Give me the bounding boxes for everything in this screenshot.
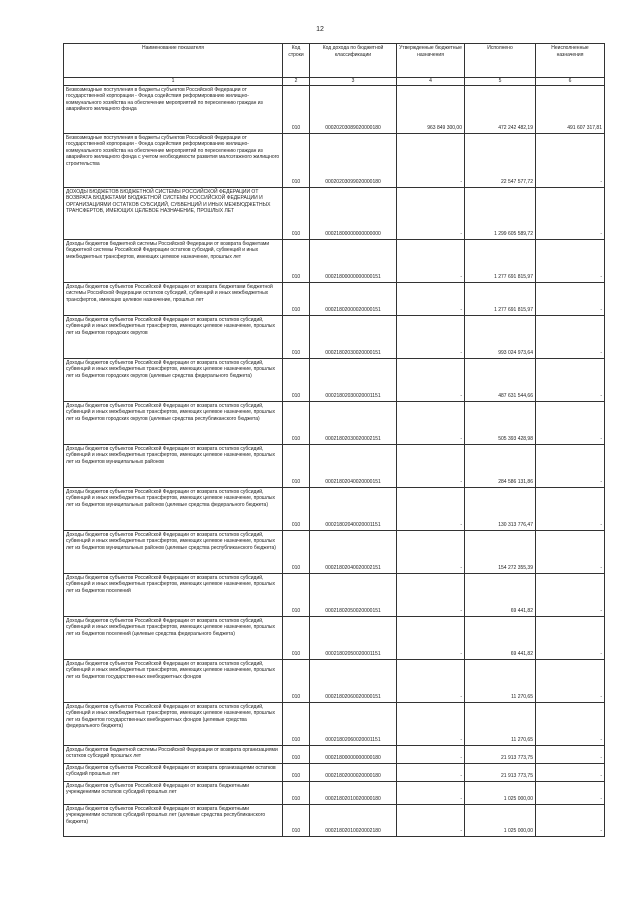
row-executed: 487 631 544,66	[465, 358, 536, 401]
row-budget-code: 00021800000000000180	[310, 745, 397, 763]
table-body	[64, 85, 605, 836]
table-row	[64, 401, 605, 444]
table-row	[64, 530, 605, 573]
column-number: 6	[536, 78, 605, 86]
table-row	[64, 745, 605, 763]
row-line-code: 010	[283, 282, 310, 315]
income-report-table	[63, 43, 605, 837]
column-numbers-row	[64, 78, 605, 86]
row-budget-code: 00021802060020001151	[310, 702, 397, 745]
row-budget-code: 00021802040020001151	[310, 487, 397, 530]
row-executed: 69 441,82	[465, 616, 536, 659]
row-executed: 154 272 355,39	[465, 530, 536, 573]
row-budget-code: 00021802040020002151	[310, 530, 397, 573]
row-budget-code: 00021802010020000180	[310, 781, 397, 804]
column-number: 4	[397, 78, 465, 86]
row-approved: -	[397, 659, 465, 702]
row-approved: -	[397, 444, 465, 487]
row-name: Доходы бюджетов субъектов Российской Федерации от возврата остатков субсидий, субвенций и иных межбюджетных трансфертов, имеющих целевое назначение, прошлых лет из бюджетов поселений	[64, 573, 283, 616]
row-line-code: 010	[283, 530, 310, 573]
row-line-code: 010	[283, 239, 310, 282]
row-executed: 1 277 691 815,97	[465, 282, 536, 315]
table-row	[64, 763, 605, 781]
table-row	[64, 315, 605, 358]
row-executed: 1 299 605 589,72	[465, 187, 536, 239]
row-budget-code: 00021802030020001151	[310, 358, 397, 401]
table-row	[64, 133, 605, 187]
row-unexecuted: -	[536, 487, 605, 530]
row-unexecuted: -	[536, 187, 605, 239]
row-executed: 284 586 131,86	[465, 444, 536, 487]
row-unexecuted: -	[536, 401, 605, 444]
table-row	[64, 616, 605, 659]
row-unexecuted: -	[536, 315, 605, 358]
row-line-code: 010	[283, 702, 310, 745]
table-row	[64, 282, 605, 315]
row-budget-code: 00020203099020000180	[310, 133, 397, 187]
table-row	[64, 702, 605, 745]
table-row	[64, 358, 605, 401]
row-executed: 472 242 482,19	[465, 85, 536, 133]
row-budget-code: 00020203089020000180	[310, 85, 397, 133]
row-name: Доходы бюджетов субъектов Российской Федерации от возврата бюджетными учреждениями остатков субсидий прошлых лет (целевые средства республиканского бюджета)	[64, 804, 283, 836]
row-line-code: 010	[283, 763, 310, 781]
row-approved: -	[397, 530, 465, 573]
row-name: Доходы бюджетов субъектов Российской Федерации от возврата остатков субсидий, субвенций и иных межбюджетных трансфертов, имеющих целевое назначение, прошлых лет из бюджетов городских округов (целевые средства республиканского бюджета)	[64, 401, 283, 444]
row-approved: -	[397, 239, 465, 282]
row-line-code: 010	[283, 358, 310, 401]
row-budget-code: 00021802030020000151	[310, 315, 397, 358]
row-unexecuted: -	[536, 763, 605, 781]
row-unexecuted: -	[536, 659, 605, 702]
row-unexecuted: -	[536, 573, 605, 616]
row-approved: -	[397, 702, 465, 745]
row-unexecuted: 491 607 317,81	[536, 85, 605, 133]
row-name: ДОХОДЫ БЮДЖЕТОВ БЮДЖЕТНОЙ СИСТЕМЫ РОССИЙСКОЙ ФЕДЕРАЦИИ ОТ ВОЗВРАТА БЮДЖЕТАМИ БЮДЖЕТНОЙ СИСТЕМЫ РОССИЙСКОЙ ФЕДЕРАЦИИ И ОРГАНИЗАЦИЯМИ ОСТАТКОВ СУБСИДИЙ, СУБВЕНЦИЙ И ИНЫХ МЕЖБЮДЖЕТНЫХ ТРАНСФЕРТОВ, ИМЕЮЩИХ ЦЕЛЕВОЕ НАЗНАЧЕНИЕ, ПРОШЛЫХ ЛЕТ	[64, 187, 283, 239]
column-number: 5	[465, 78, 536, 86]
row-name: Доходы бюджетов субъектов Российской Федерации от возврата бюджетами бюджетной системы Российской Федерации остатков субсидий, субвенций и иных межбюджетных трансфертов, имеющих целевое назначение, прошлых лет	[64, 282, 283, 315]
row-executed: 21 913 773,75	[465, 763, 536, 781]
row-approved: -	[397, 133, 465, 187]
row-unexecuted: -	[536, 745, 605, 763]
row-budget-code: 00021802050020001151	[310, 616, 397, 659]
row-budget-code: 00021802000020000151	[310, 282, 397, 315]
row-name: Безвозмездные поступления в бюджеты субъектов Российской Федерации от государственной корпорации - Фонда содействия реформированию жилищно-коммунального хозяйства на обеспечение мероприятий по переселению граждан из аварийного жилищного фонда с учетом необходимости развития малоэтажного жилищного строительства	[64, 133, 283, 187]
row-line-code: 010	[283, 573, 310, 616]
row-budget-code: 00021800000000000000	[310, 187, 397, 239]
table-row	[64, 573, 605, 616]
table-row	[64, 239, 605, 282]
table-row	[64, 85, 605, 133]
row-unexecuted: -	[536, 702, 605, 745]
row-name: Доходы бюджетов субъектов Российской Федерации от возврата остатков субсидий, субвенций и иных межбюджетных трансфертов, имеющих целевое назначение, прошлых лет из бюджетов городских округов (целевые средства федерального бюджета)	[64, 358, 283, 401]
row-unexecuted: -	[536, 530, 605, 573]
row-budget-code: 00021802000020000180	[310, 763, 397, 781]
row-line-code: 010	[283, 616, 310, 659]
table-row	[64, 804, 605, 836]
row-executed: 1 025 000,00	[465, 781, 536, 804]
row-approved: -	[397, 315, 465, 358]
row-approved: -	[397, 616, 465, 659]
row-approved: -	[397, 282, 465, 315]
column-number: 2	[283, 78, 310, 86]
header-indicator-name: Наименование показателя	[64, 44, 283, 78]
row-name: Доходы бюджетов субъектов Российской Федерации от возврата остатков субсидий, субвенций и иных межбюджетных трансфертов, имеющих целевое назначение, прошлых лет из бюджетов государственных внебюджетных фондов	[64, 659, 283, 702]
header-approved: Утвержденные бюджетные назначения	[397, 44, 465, 78]
row-unexecuted: -	[536, 133, 605, 187]
row-approved: -	[397, 401, 465, 444]
row-executed: 11 270,65	[465, 659, 536, 702]
row-budget-code: 00021802030020002151	[310, 401, 397, 444]
row-executed: 69 441,82	[465, 573, 536, 616]
row-line-code: 010	[283, 659, 310, 702]
row-name: Доходы бюджетов субъектов Российской Федерации от возврата остатков субсидий, субвенций и иных межбюджетных трансфертов, имеющих целевое назначение, прошлых лет из бюджетов городских округов	[64, 315, 283, 358]
row-name: Доходы бюджетов субъектов Российской Федерации от возврата остатков субсидий, субвенций и иных межбюджетных трансфертов, имеющих целевое назначение, прошлых лет из бюджетов муниципальных районов	[64, 444, 283, 487]
row-unexecuted: -	[536, 616, 605, 659]
row-line-code: 010	[283, 781, 310, 804]
row-name: Доходы бюджетов субъектов Российской Федерации от возврата остатков субсидий, субвенций и иных межбюджетных трансфертов, имеющих целевое назначение, прошлых лет из бюджетов государственных внебюджетных фондов (целевые средства федерального бюджета)	[64, 702, 283, 745]
header-row	[64, 44, 605, 78]
row-line-code: 010	[283, 133, 310, 187]
row-budget-code: 00021802010020002180	[310, 804, 397, 836]
row-budget-code: 00021802060020000151	[310, 659, 397, 702]
header-unexecuted: Неисполненные назначения	[536, 44, 605, 78]
row-executed: 11 270,65	[465, 702, 536, 745]
table-row	[64, 781, 605, 804]
row-line-code: 010	[283, 315, 310, 358]
row-name: Доходы бюджетов бюджетной системы Российской Федерации от возврата организациями остатков субсидий прошлых лет	[64, 745, 283, 763]
row-line-code: 010	[283, 85, 310, 133]
row-line-code: 010	[283, 745, 310, 763]
table-row	[64, 487, 605, 530]
row-line-code: 010	[283, 444, 310, 487]
column-number: 3	[310, 78, 397, 86]
row-budget-code: 00021802050020000151	[310, 573, 397, 616]
row-unexecuted: -	[536, 282, 605, 315]
row-unexecuted: -	[536, 358, 605, 401]
table-row	[64, 659, 605, 702]
row-line-code: 010	[283, 401, 310, 444]
row-executed: 21 913 773,75	[465, 745, 536, 763]
row-approved: -	[397, 781, 465, 804]
row-executed: 22 547 577,72	[465, 133, 536, 187]
row-name: Доходы бюджетов субъектов Российской Федерации от возврата организациями остатков субсидий прошлых лет	[64, 763, 283, 781]
row-executed: 1 277 691 815,97	[465, 239, 536, 282]
row-name: Доходы бюджетов бюджетной системы Российской Федерации от возврата бюджетами бюджетной системы Российской Федерации остатков субсидий, субвенций и иных межбюджетных трансфертов, имеющих целевое назначение, прошлых лет	[64, 239, 283, 282]
row-approved: -	[397, 187, 465, 239]
header-budget-code: Код дохода по бюджетной классификации	[310, 44, 397, 78]
row-approved: -	[397, 745, 465, 763]
row-line-code: 010	[283, 804, 310, 836]
row-budget-code: 00021802040020000151	[310, 444, 397, 487]
row-unexecuted: -	[536, 444, 605, 487]
row-line-code: 010	[283, 187, 310, 239]
row-name: Доходы бюджетов субъектов Российской Федерации от возврата остатков субсидий, субвенций и иных межбюджетных трансфертов, имеющих целевое назначение, прошлых лет из бюджетов муниципальных районов (целевые средства республиканского бюджета)	[64, 530, 283, 573]
row-approved: -	[397, 573, 465, 616]
row-unexecuted: -	[536, 804, 605, 836]
header-executed: Исполнено	[465, 44, 536, 78]
row-unexecuted: -	[536, 781, 605, 804]
row-name: Доходы бюджетов субъектов Российской Федерации от возврата остатков субсидий, субвенций и иных межбюджетных трансфертов, имеющих целевое назначение, прошлых лет из бюджетов поселений (целевые средства федерального бюджета)	[64, 616, 283, 659]
row-budget-code: 00021800000000000151	[310, 239, 397, 282]
row-approved: -	[397, 763, 465, 781]
row-name: Безвозмездные поступления в бюджеты субъектов Российской Федерации от государственной корпорации - Фонда содействия реформированию жилищно-коммунального хозяйства на обеспечение мероприятий по переселению граждан из аварийного жилищного фонда	[64, 85, 283, 133]
row-approved: -	[397, 358, 465, 401]
page-number: 12	[316, 26, 324, 33]
row-executed: 1 025 000,00	[465, 804, 536, 836]
row-approved: 963 849 300,00	[397, 85, 465, 133]
table-row	[64, 444, 605, 487]
table-row	[64, 187, 605, 239]
column-number: 1	[64, 78, 283, 86]
row-executed: 130 313 776,47	[465, 487, 536, 530]
header-line-code: Код строки	[283, 44, 310, 78]
row-approved: -	[397, 804, 465, 836]
row-unexecuted: -	[536, 239, 605, 282]
row-executed: 505 393 428,98	[465, 401, 536, 444]
row-approved: -	[397, 487, 465, 530]
row-name: Доходы бюджетов субъектов Российской Федерации от возврата бюджетными учреждениями остатков субсидий прошлых лет	[64, 781, 283, 804]
row-name: Доходы бюджетов субъектов Российской Федерации от возврата остатков субсидий, субвенций и иных межбюджетных трансфертов, имеющих целевое назначение, прошлых лет из бюджетов муниципальных районов (целевые средства федерального бюджета)	[64, 487, 283, 530]
row-executed: 993 024 973,64	[465, 315, 536, 358]
row-line-code: 010	[283, 487, 310, 530]
